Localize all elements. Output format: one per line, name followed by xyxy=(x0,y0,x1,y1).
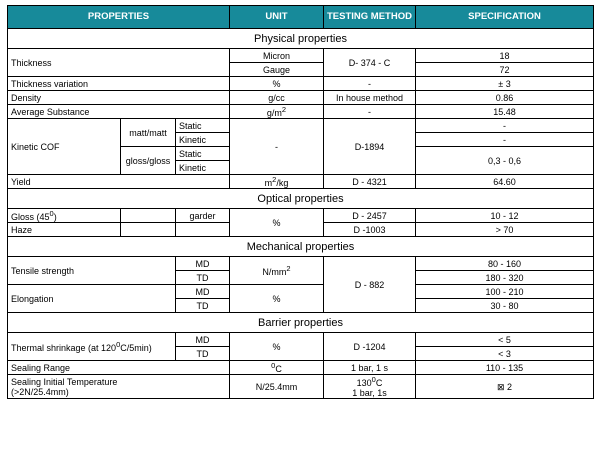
table-row xyxy=(8,105,594,119)
elongation-spec-td: 30 - 80 xyxy=(416,299,594,313)
kinetic-cof-spec-matt-static: - xyxy=(416,119,594,133)
thermal-method: D -1204 xyxy=(324,333,416,361)
table-row xyxy=(8,257,594,271)
gloss-sub: garder xyxy=(176,209,230,223)
kinetic-cof-gloss-static: Static xyxy=(176,147,230,161)
header-specification: SPECIFICATION xyxy=(416,6,594,29)
average-substance-method: - xyxy=(324,105,416,119)
table-row xyxy=(8,209,594,223)
gloss-haze-unit: % xyxy=(230,209,324,237)
haze-method: D -1003 xyxy=(324,223,416,237)
thermal-td: TD xyxy=(176,347,230,361)
tensile-unit: $N/mm^2$ xyxy=(230,257,324,285)
thermal-unit: % xyxy=(230,333,324,361)
sealing-initial-unit: N/25.4mm xyxy=(230,375,324,399)
thermal-spec-td: < 3 xyxy=(416,347,594,361)
sealing-range-spec: 110 - 135 xyxy=(416,361,594,375)
table-row xyxy=(8,49,594,63)
density-spec: 0.86 xyxy=(416,91,594,105)
kinetic-cof-spec-matt-kinetic: - xyxy=(416,133,594,147)
table-row xyxy=(8,285,594,299)
thermal-label: Thermal shrinkage (at $120^0C/5\min$) xyxy=(8,333,176,361)
density-unit: g/cc xyxy=(230,91,324,105)
thickness-variation-label: Thickness variation xyxy=(8,77,230,91)
average-substance-unit: $g/m^2$ xyxy=(230,105,324,119)
section-barrier: Barrier properties xyxy=(8,313,594,333)
section-physical: Physical properties xyxy=(8,29,594,49)
table-row xyxy=(8,119,594,133)
haze-label: Haze xyxy=(8,223,121,237)
kinetic-cof-method: D-1894 xyxy=(324,119,416,175)
gloss-method: D - 2457 xyxy=(324,209,416,223)
thermal-spec-md: < 5 xyxy=(416,333,594,347)
kinetic-cof-matt-static: Static xyxy=(176,119,230,133)
table-row xyxy=(8,91,594,105)
average-substance-label: Average Substance xyxy=(8,105,230,119)
thermal-md: MD xyxy=(176,333,230,347)
gloss-label: Gloss $(45^0)$ xyxy=(8,209,121,223)
elongation-label: Elongation xyxy=(8,285,176,313)
thickness-unit-micron: Micron xyxy=(230,49,324,63)
kinetic-cof-label: Kinetic COF xyxy=(8,119,121,175)
density-method: In house method xyxy=(324,91,416,105)
sealing-initial-method: $130^0C$ 1 bar, 1s xyxy=(324,375,416,399)
tensile-spec-md: 80 - 160 xyxy=(416,257,594,271)
header-testing-method: TESTING METHOD xyxy=(324,6,416,29)
kinetic-cof-gloss: gloss/gloss xyxy=(121,147,176,175)
yield-label: Yield xyxy=(8,175,230,189)
table-row xyxy=(8,361,594,375)
elongation-spec-md: 100 - 210 xyxy=(416,285,594,299)
haze-spec: > 70 xyxy=(416,223,594,237)
specification-table xyxy=(7,5,594,399)
yield-spec: 64.60 xyxy=(416,175,594,189)
thickness-spec-gauge: 72 xyxy=(416,63,594,77)
thickness-variation-spec: ± 3 xyxy=(416,77,594,91)
kinetic-cof-matt: matt/matt xyxy=(121,119,176,147)
haze-blank-1 xyxy=(121,223,176,237)
tensile-md: MD xyxy=(176,257,230,271)
kinetic-cof-unit: - xyxy=(230,119,324,175)
thickness-unit-gauge: Gauge xyxy=(230,63,324,77)
elongation-md: MD xyxy=(176,285,230,299)
haze-blank-2 xyxy=(176,223,230,237)
sealing-initial-label: Sealing Initial Temperature (>2N/25.4mm) xyxy=(8,375,230,399)
density-label: Density xyxy=(8,91,230,105)
tensile-label: Tensile strength xyxy=(8,257,176,285)
thickness-spec-micron: 18 xyxy=(416,49,594,63)
tensile-td: TD xyxy=(176,271,230,285)
tensile-spec-td: 180 - 320 xyxy=(416,271,594,285)
kinetic-cof-spec-gloss: 0,3 - 0,6 xyxy=(416,147,594,175)
gloss-spec: 10 - 12 xyxy=(416,209,594,223)
header-row xyxy=(8,6,594,29)
table-row xyxy=(8,375,594,399)
table-row xyxy=(8,333,594,347)
mechanical-method: D - 882 xyxy=(324,257,416,313)
kinetic-cof-gloss-kinetic: Kinetic xyxy=(176,161,230,175)
sealing-initial-spec: ⊠ 2 xyxy=(416,375,594,399)
thickness-label: Thickness xyxy=(8,49,230,77)
thickness-variation-unit: % xyxy=(230,77,324,91)
header-properties: PROPERTIES xyxy=(8,6,230,29)
section-mechanical: Mechanical properties xyxy=(8,237,594,257)
table-row xyxy=(8,175,594,189)
yield-method: D - 4321 xyxy=(324,175,416,189)
elongation-unit: % xyxy=(230,285,324,313)
thickness-variation-method: - xyxy=(324,77,416,91)
sealing-range-method: 1 bar, 1 s xyxy=(324,361,416,375)
average-substance-spec: 15.48 xyxy=(416,105,594,119)
kinetic-cof-matt-kinetic: Kinetic xyxy=(176,133,230,147)
sealing-range-label: Sealing Range xyxy=(8,361,230,375)
elongation-td: TD xyxy=(176,299,230,313)
thickness-method: D- 374 - C xyxy=(324,49,416,77)
gloss-blank xyxy=(121,209,176,223)
sealing-range-unit: $^0$C xyxy=(230,361,324,375)
yield-unit: $m^2/kg$ xyxy=(230,175,324,189)
table-row xyxy=(8,77,594,91)
section-optical: Optical properties xyxy=(8,189,594,209)
header-unit: UNIT xyxy=(230,6,324,29)
